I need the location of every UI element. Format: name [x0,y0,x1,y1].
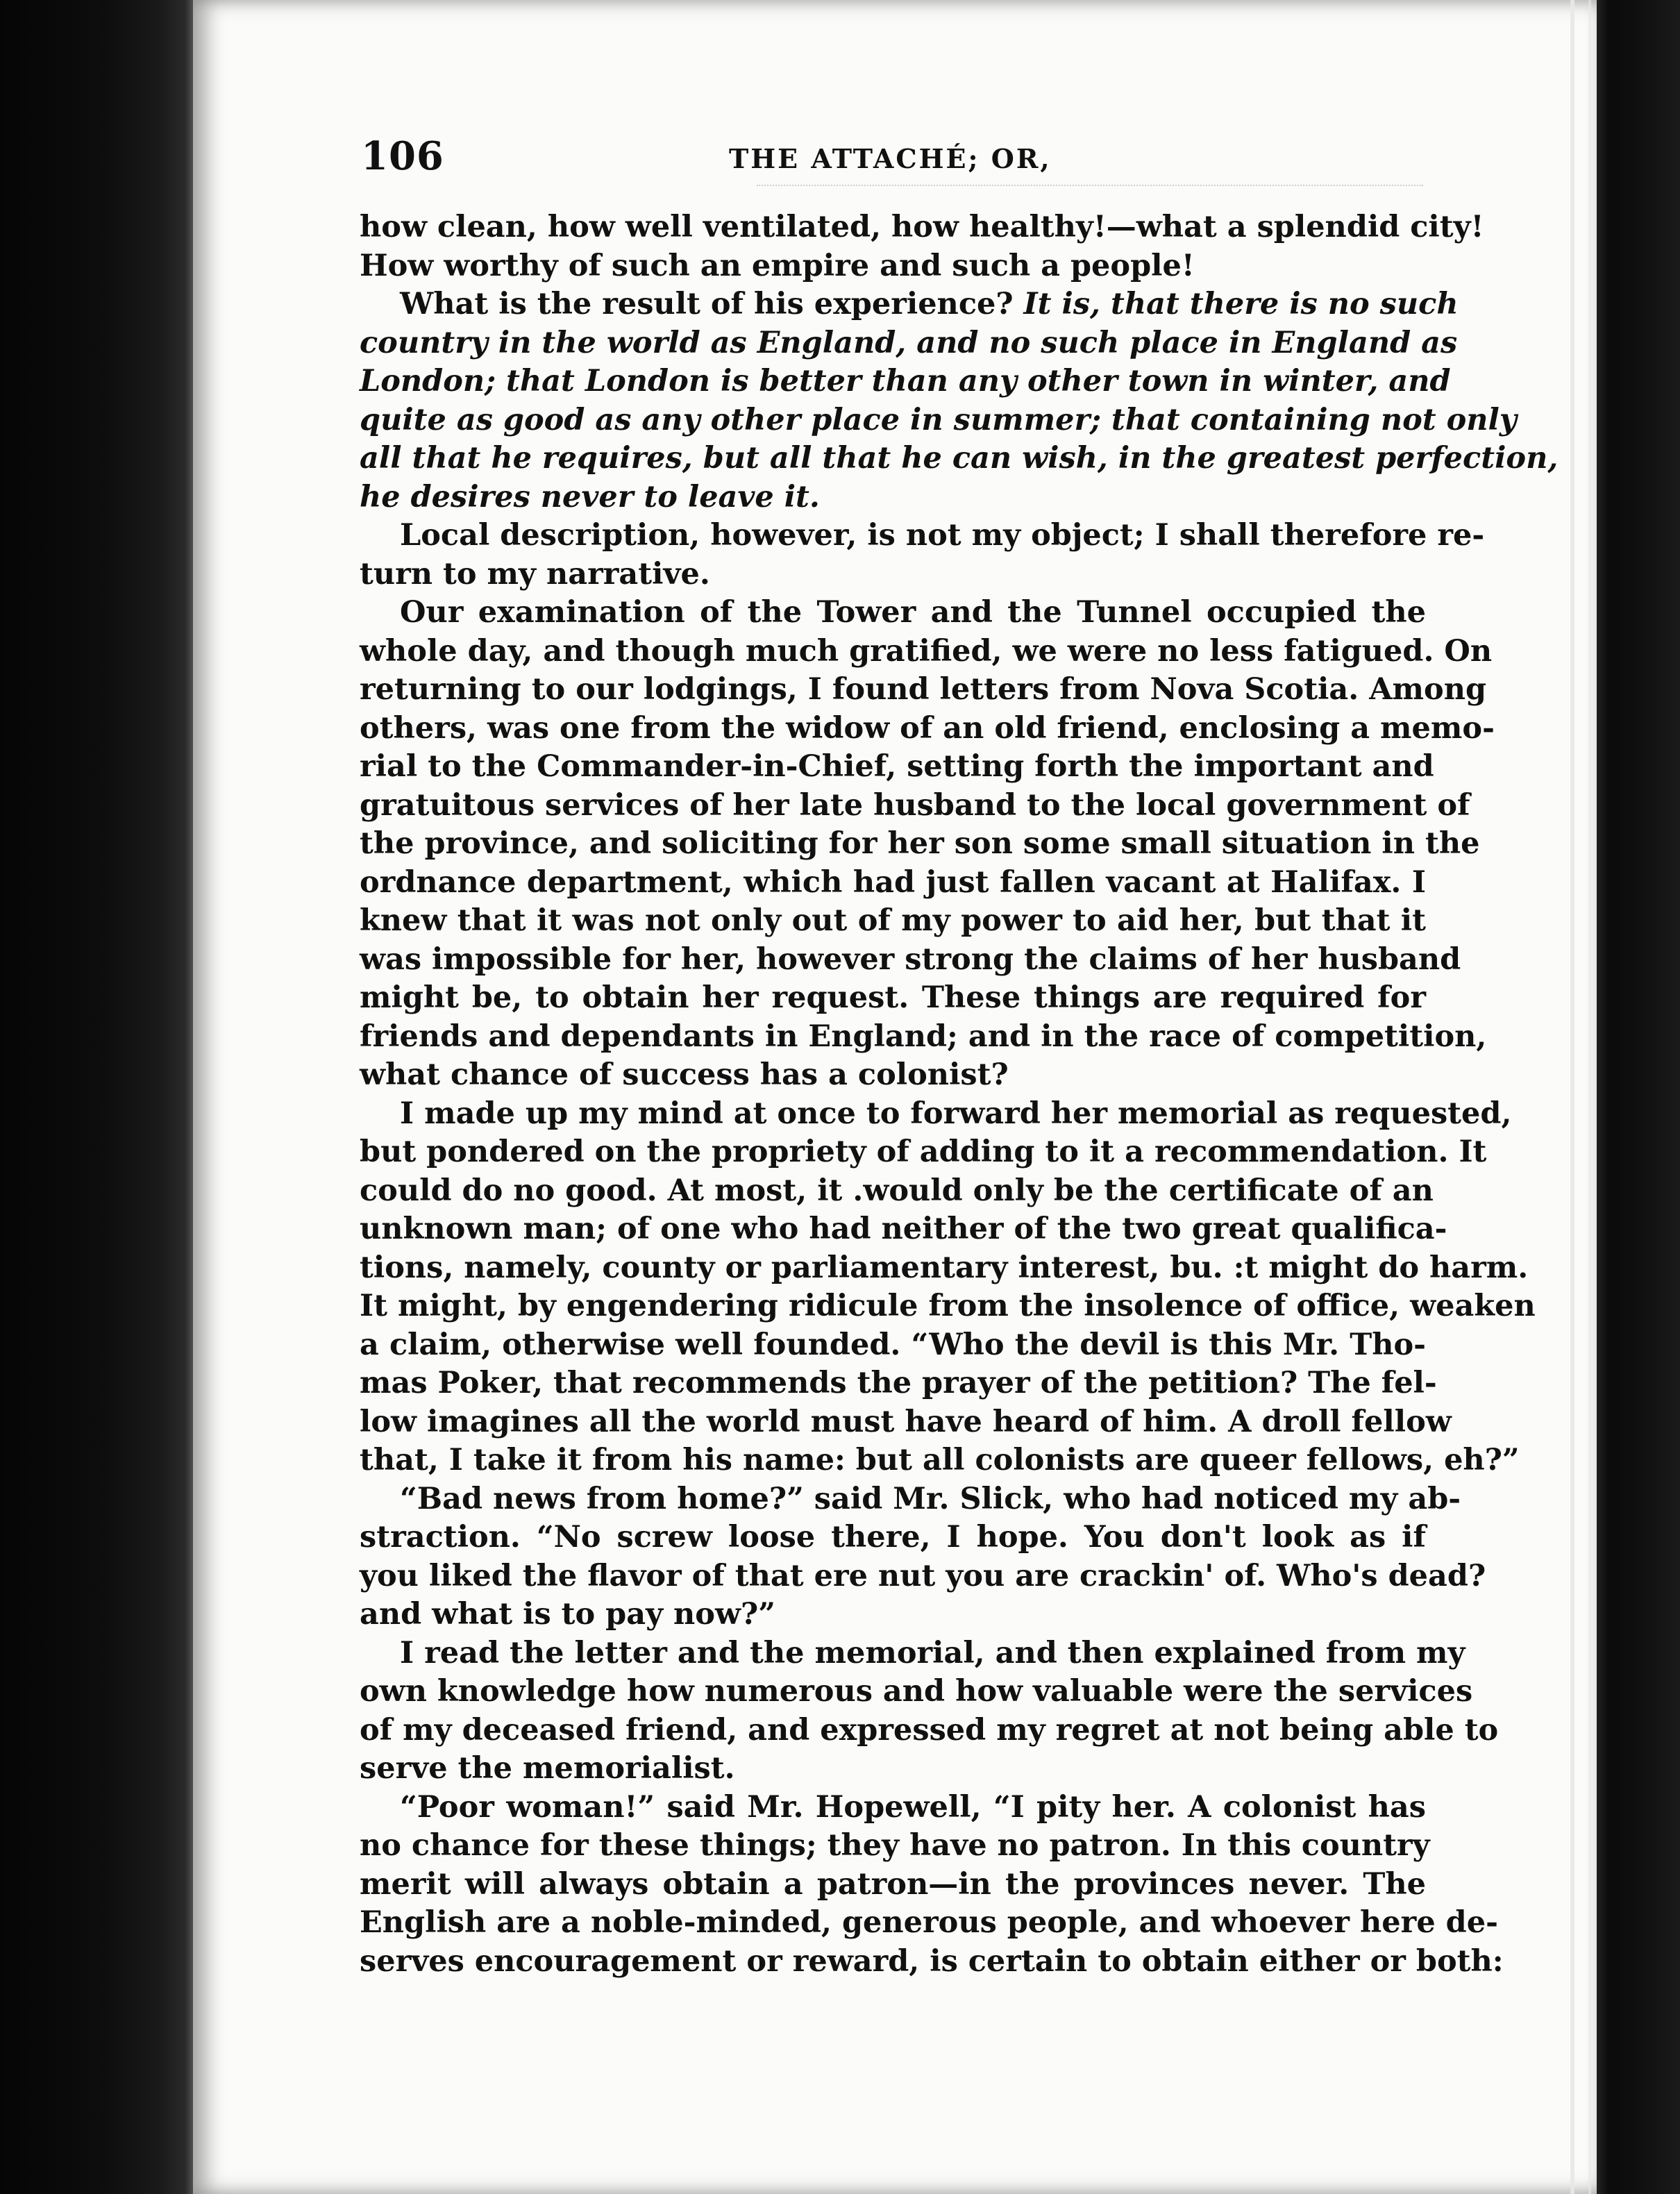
text-line [360,1133,1487,1172]
running-head: THE ATTACHÉ; OR, [729,143,1052,174]
text-line [360,1480,1461,1519]
text-line [360,941,1461,980]
text-line [360,1711,1499,1750]
line-text: gratuitous services of her late husband to the local government of [360,787,1470,823]
line-text: a claim, otherwise well founded. “Who the devil is this Mr. Tho- [360,1327,1426,1362]
line-text: own knowledge how numerous and how valuable were the services [360,1674,1473,1709]
text-line [360,555,1426,594]
line-text: I made up my mind at once to forward her memorial as requested, [400,1096,1512,1131]
text-line [360,902,1426,941]
line-text: others, was one from the widow of an old friend, enclosing a memo- [360,710,1495,746]
text-line [360,401,1517,440]
text-line [360,825,1480,864]
italic-text: London; that London is better than any other town in winter, and [360,364,1451,399]
italic-text: quite as good as any other place in summer; that containing not only [360,402,1517,437]
text-line [360,1287,1536,1326]
line-text: serves encouragement or reward, is certain to obtain either or both: [360,1943,1504,1979]
line-text: English are a noble-minded, generous people, and whoever here de- [360,1905,1498,1940]
text-line [360,1210,1447,1249]
line-text: and what is to pay now?” [360,1597,775,1632]
line-text: friends and dependants in England; and in the race of competition, [360,1019,1487,1054]
book-binding-shadow [0,0,201,2194]
line-text: what chance of success has a colonist? [360,1057,1009,1092]
text-line [360,979,1426,1018]
line-text: low imagines all the world must have heard of him. A droll fellow [360,1404,1452,1439]
line-text: no chance for these things; they have no patron. In this country [360,1828,1430,1863]
line-text: How worthy of such an empire and such a people! [360,248,1195,283]
line-text: rial to the Commander-in-Chief, setting forth the important and [360,749,1434,784]
italic-text: It is, that there is no such [1023,287,1459,321]
text-line [360,594,1426,633]
line-text: might be, to obtain her request. These things are required for [360,980,1426,1015]
text-line [360,362,1451,401]
line-text: that, I take it from his name: but all colonists are queer fellows, eh?” [360,1443,1520,1477]
text-line [360,1249,1529,1288]
text-line [360,787,1470,826]
line-text: serve the memorialist. [360,1751,735,1786]
text-line [360,710,1495,748]
line-text: unknown man; of one who had neither of the two great qualifica- [360,1212,1447,1246]
line-text: whole day, and though much gratified, we were no less fatigued. On [360,633,1493,669]
line-text: tions, namely, county or parliamentary interest, bu. :t might do harm. [360,1250,1529,1285]
text-line [360,1634,1465,1673]
text-line [360,324,1458,363]
line-text: how clean, how well ventilated, how healthy!—what a splendid city! [360,210,1484,244]
italic-text: all that he requires, but all that he can wish, in the greatest perfection, [360,441,1559,476]
line-text: Our examination of the Tower and the Tunnel occupied the [400,595,1426,630]
line-text: Local description, however, is not my object; I shall therefore re- [400,518,1485,553]
line-text: “Poor woman!” said Mr. Hopewell, “I pity her. A colonist has [400,1789,1426,1825]
line-text: “Bad news from home?” said Mr. Slick, who had noticed my ab- [400,1481,1461,1516]
line-text: ordnance department, which had just fallen vacant at Halifax. I [360,864,1426,900]
text-line [360,748,1434,787]
line-text: It might, by engendering ridicule from the insolence of office, weaken [360,1289,1536,1323]
text-line [360,1750,1426,1789]
text-line [360,1172,1434,1211]
text-line [360,478,1426,517]
right-dark-edge [1597,0,1680,2194]
text-line [360,633,1493,671]
text-line [360,1441,1520,1480]
text-line [360,247,1426,286]
text-line [360,208,1484,247]
show-through-rule [757,164,1423,186]
text-line [360,439,1559,478]
line-text: the province, and soliciting for her son some small situation in the [360,826,1480,861]
page-edge-line [1570,0,1574,2194]
page-number: 106 [361,133,444,179]
line-text: What is the result of his experience? [400,287,1024,321]
text-line [360,671,1487,710]
text-line [360,1904,1498,1943]
line-text: turn to my narrative. [360,556,710,592]
line-text: was impossible for her, however strong the claims of her husband [360,941,1461,977]
text-line [360,1789,1426,1827]
page-edge-line [1588,0,1591,2194]
italic-text: he desires never to leave it. [360,479,820,514]
text-line [360,1827,1430,1866]
text-line [360,1943,1504,1982]
line-text: of my deceased friend, and expressed my regret at not being able to [360,1712,1499,1748]
text-line [360,1403,1452,1442]
text-line [360,1095,1512,1134]
text-line [360,1364,1437,1403]
line-text: you liked the flavor of that ere nut you are crackin' of. Who's dead? [360,1558,1486,1593]
line-text: merit will always obtain a patron—in the provinces never. The [360,1866,1426,1902]
line-text: knew that it was not only out of my power to aid her, but that it [360,903,1426,938]
text-line [360,864,1426,903]
text-line [360,1673,1473,1711]
line-text: straction. “No screw loose there, I hope. You don't look as if [360,1520,1426,1555]
text-line [360,1866,1426,1904]
italic-text: country in the world as England, and no such place in England as [360,325,1458,360]
text-line [360,1326,1426,1365]
line-text: returning to our lodgings, I found letters from Nova Scotia. Among [360,672,1487,707]
text-line [360,1518,1426,1557]
line-text: could do no good. At most, it .would only be the certificate of an [360,1173,1434,1208]
text-line [360,285,1459,324]
text-line [360,1596,1426,1634]
text-line [360,1056,1426,1095]
line-text: I read the letter and the memorial, and then explained from my [400,1635,1465,1670]
text-line [360,517,1485,555]
text-line [360,1018,1487,1057]
line-text: mas Poker, that recommends the prayer of the petition? The fel- [360,1366,1437,1400]
line-text: but pondered on the propriety of adding to it a recommendation. It [360,1134,1487,1169]
text-line [360,1557,1486,1596]
body-text [360,208,1559,1981]
